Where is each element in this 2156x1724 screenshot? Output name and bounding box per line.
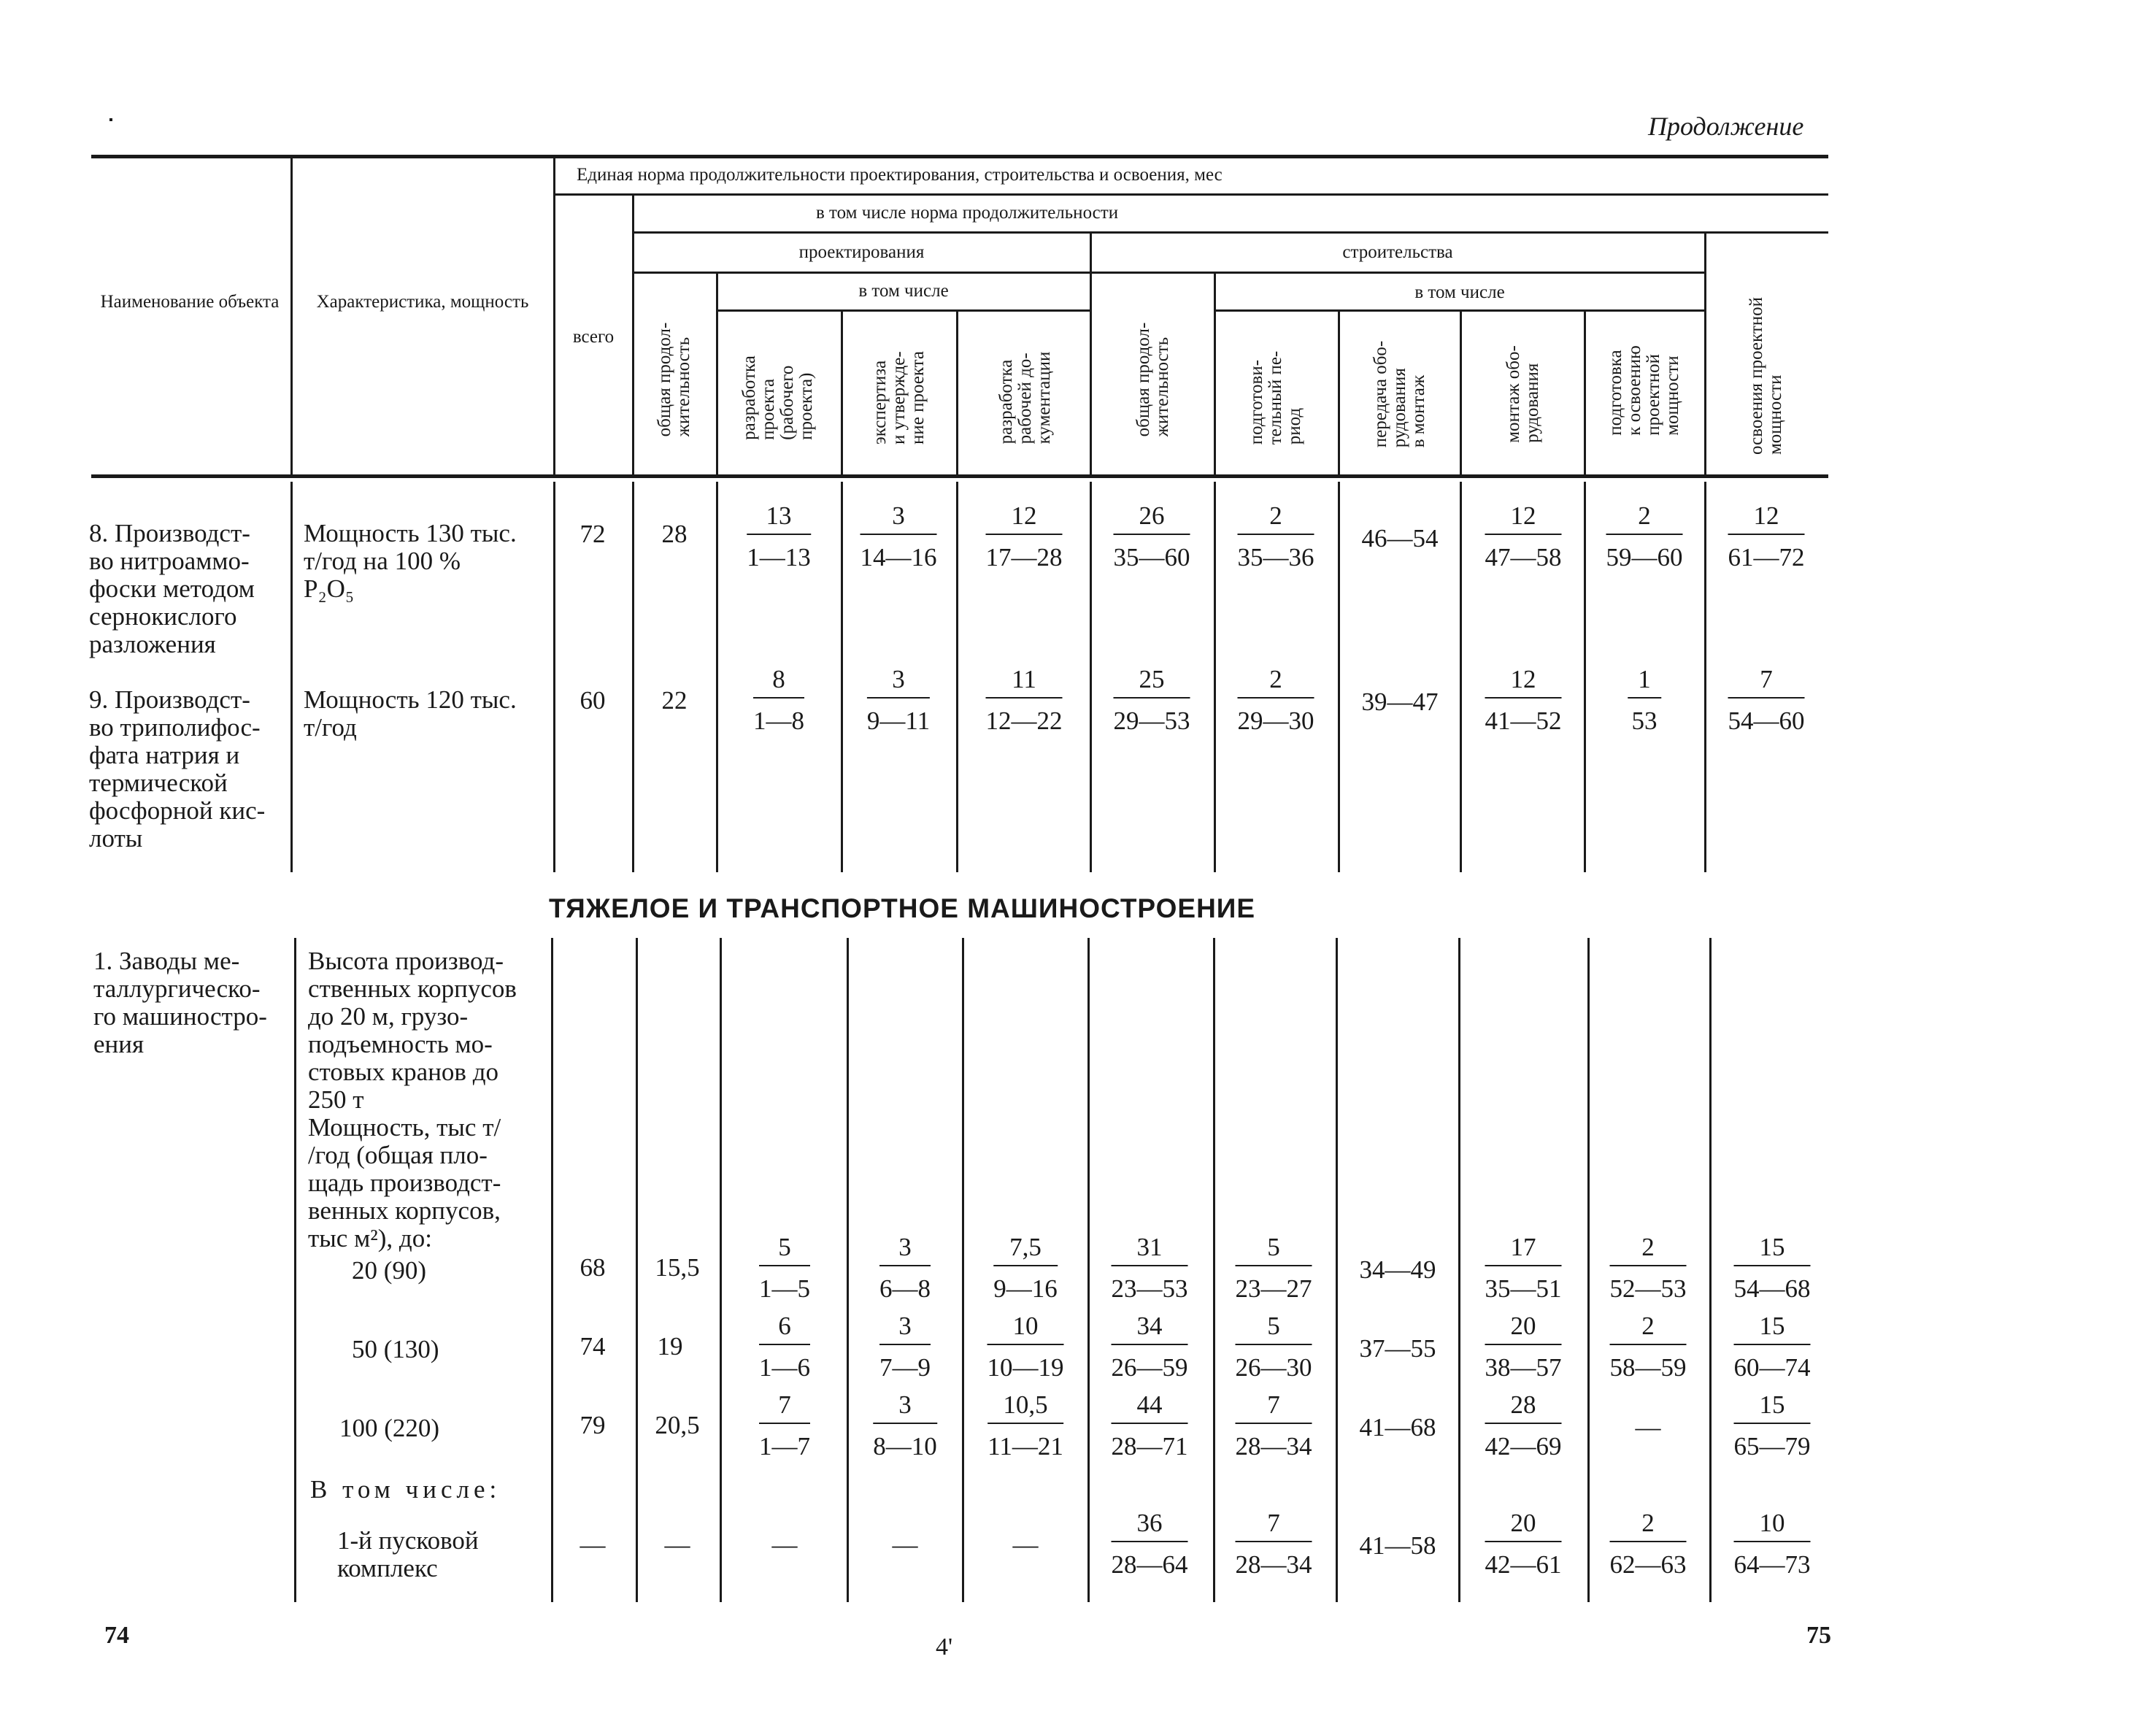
row9-podgosv: $\frac{1}{53}$ (1628, 666, 1661, 735)
page-mark-mid: 4' (936, 1633, 953, 1660)
vline (553, 157, 555, 474)
sub2-eksp: $\frac{3}{7—9}$ (879, 1312, 931, 1382)
row9-mont: $\frac{12}{41—52}$ (1485, 665, 1562, 735)
sub1-mont: $\frac{17}{35—51}$ (1485, 1233, 1562, 1303)
top-rule (91, 155, 1828, 158)
sub1-podg: $\frac{5}{23—27}$ (1235, 1233, 1312, 1303)
col-eksp-header: экспертиза и утвержде- ние проекта (870, 350, 928, 445)
rule-vtom-proekt (717, 309, 1090, 312)
vline (1458, 938, 1460, 1602)
sub2-osv: $\frac{15}{60—74}$ (1733, 1312, 1811, 1382)
sub1-podgosv: $\frac{2}{52—53}$ (1609, 1233, 1687, 1303)
rule-proekt (634, 272, 1090, 274)
row9-osv: $\frac{7}{54—60}$ (1728, 665, 1805, 735)
section-title: ТЯЖЕЛОЕ И ТРАНСПОРТНОЕ МАШИНОСТРОЕНИЕ (549, 893, 1256, 923)
pusk-vsego: — (580, 1531, 606, 1559)
row9-vsego: 60 (580, 686, 606, 715)
row9-razr: $\frac{8}{1—8}$ (753, 665, 804, 735)
sub1-obsh1: 15,5 (655, 1253, 700, 1282)
row8-obsh1: 28 (661, 520, 688, 548)
sub2-vsego: 74 (580, 1332, 606, 1361)
vline (1214, 482, 1216, 872)
sub1-osv: $\frac{15}{54—68}$ (1733, 1233, 1811, 1303)
vline (636, 938, 638, 1602)
vline (720, 938, 722, 1602)
sub3-vsego: 79 (580, 1411, 606, 1439)
vline (716, 482, 718, 872)
sub3-osv: $\frac{15}{65—79}$ (1733, 1390, 1811, 1461)
sub2-label: 50 (130) (352, 1335, 439, 1363)
vtom-norm-header: в том числе норма продолжительности (816, 203, 1119, 223)
rule-stroit (1091, 272, 1704, 274)
sub3-obsh2: $\frac{44}{28—71}$ (1111, 1390, 1188, 1461)
vline (956, 482, 958, 872)
row9-pered: 39—47 (1361, 688, 1439, 716)
row9-char: Мощность 120 тыс. т/год (304, 685, 517, 742)
sub3-label: 100 (220) (339, 1414, 440, 1442)
sub3-obsh1: 20,5 (655, 1411, 700, 1439)
sub1-pered: 34—49 (1359, 1255, 1436, 1284)
sub2-podgosv: $\frac{2}{58—59}$ (1609, 1312, 1687, 1382)
row9-eksp: $\frac{3}{9—11}$ (866, 665, 931, 735)
row8-rab: $\frac{12}{17—28}$ (985, 501, 1063, 572)
vline (632, 482, 634, 872)
sub2-podg: $\frac{5}{26—30}$ (1235, 1312, 1312, 1382)
plant-char: Высота производ- ственных корпусов до 20 м, грузо- подъемность мо- стовых кранов до 250 т Мощность, тыс т/ /год (общая пло- щадь производст- венных корпусов, тыс м²), до: (308, 947, 517, 1252)
row9-podg: $\frac{2}{29—30}$ (1237, 665, 1314, 735)
vline (294, 938, 296, 1602)
vline (1460, 312, 1462, 474)
page-number-right: 75 (1806, 1622, 1831, 1649)
row9-obsh1: 22 (661, 686, 688, 715)
vline (1090, 482, 1092, 872)
vsego-header: всего (572, 327, 615, 347)
top-header: Единая норма продолжительности проектирования, строительства и освоения, мес (577, 165, 1223, 185)
sub1-razr: $\frac{5}{1—5}$ (759, 1233, 810, 1303)
sub1-label: 20 (90) (352, 1256, 427, 1285)
pusk-eksp: — (892, 1531, 918, 1559)
row8-pered: 46—54 (1361, 524, 1439, 553)
vline (1709, 938, 1712, 1602)
sub3-pered: 41—68 (1359, 1413, 1436, 1442)
row8-obsh2: $\frac{26}{35—60}$ (1113, 501, 1190, 572)
vline (1336, 938, 1338, 1602)
pusk-podgosv: $\frac{2}{62—63}$ (1609, 1509, 1687, 1579)
vline (1087, 938, 1090, 1602)
col-char-header: Характеристика, мощность (316, 292, 529, 312)
sub3-eksp: $\frac{3}{8—10}$ (873, 1390, 937, 1461)
rule-vtom (634, 231, 1828, 234)
col-obsh2-header: общая продол- жительность (1133, 322, 1172, 437)
vline (1460, 482, 1462, 872)
sub3-podg: $\frac{7}{28—34}$ (1235, 1390, 1312, 1461)
row8-podg: $\frac{2}{35—36}$ (1237, 501, 1314, 572)
row9-rab: $\frac{11}{12—22}$ (985, 665, 1063, 735)
plant-name: 1. Заводы ме- таллургическо- го машиностро- ения (93, 947, 267, 1058)
vline (1584, 312, 1586, 474)
vline (290, 157, 293, 474)
vline (1213, 938, 1215, 1602)
vline (847, 938, 849, 1602)
pusk-obsh1: — (664, 1531, 690, 1559)
row8-char: Мощность 130 тыс. т/год на 100 % P₂O₅ (304, 519, 517, 603)
sub2-mont: $\frac{20}{38—57}$ (1485, 1312, 1562, 1382)
caption: Продолжение (1648, 112, 1804, 141)
pusk-podg: $\frac{7}{28—34}$ (1235, 1509, 1312, 1579)
vline (962, 938, 964, 1602)
col-mont-header: монтаж обо- рудования (1504, 345, 1542, 443)
vtom-stroit-header: в том числе (1414, 282, 1505, 302)
header-bottom-rule (91, 474, 1828, 478)
sub1-obsh2: $\frac{31}{23—53}$ (1111, 1233, 1188, 1303)
col-podg-header: подготови- тельный пе- риод (1247, 350, 1304, 445)
vline (1338, 482, 1340, 872)
vline (1704, 482, 1706, 872)
pusk-rab: — (1012, 1531, 1039, 1559)
vline (1587, 938, 1590, 1602)
vline (1338, 312, 1340, 474)
sub2-pered: 37—55 (1359, 1334, 1436, 1363)
vline (956, 312, 958, 474)
speck (109, 118, 112, 121)
page-number-left: 74 (104, 1622, 129, 1649)
sub2-razr: $\frac{6}{1—6}$ (759, 1312, 810, 1382)
row8-podgosv: $\frac{2}{59—60}$ (1606, 501, 1683, 572)
pusk-mont: $\frac{20}{42—61}$ (1485, 1509, 1562, 1579)
sub1-eksp: $\frac{3}{6—8}$ (879, 1233, 931, 1303)
pusk-obsh2: $\frac{36}{28—64}$ (1111, 1509, 1188, 1579)
vline (841, 312, 843, 474)
vline (632, 196, 634, 474)
sub2-rab: $\frac{10}{10—19}$ (987, 1312, 1064, 1382)
col-name-header: Наименование объекта (100, 292, 280, 312)
sub3-podgosv: — (1635, 1413, 1661, 1442)
col-pered-header: передача обо- рудования в монтаж (1371, 340, 1428, 448)
col-osv-header: освоения проектной мощности (1747, 296, 1785, 455)
vline (551, 938, 553, 1602)
row8-razr: $\frac{13}{1—13}$ (747, 501, 811, 572)
vline (1214, 274, 1216, 474)
sub2-obsh1: 19 (657, 1332, 683, 1361)
sub3-rab: $\frac{10,5}{11—21}$ (987, 1390, 1063, 1461)
vtom-proekt-header: в том числе (858, 281, 949, 301)
vline (841, 482, 843, 872)
col-podgosv-header: подготовка к освоению проектной мощности (1606, 345, 1682, 436)
vline (716, 274, 718, 474)
row8-mont: $\frac{12}{47—58}$ (1485, 501, 1562, 572)
sub3-razr: $\frac{7}{1—7}$ (759, 1390, 810, 1461)
rule-top-span (555, 193, 1828, 196)
col-rab-header: разработка рабочей до- кументации (996, 351, 1054, 445)
row8-name: 8. Производст- во нитроаммо- фоски методом сернокислого разложения (89, 519, 255, 658)
stroit-header: строительства (1342, 242, 1453, 262)
vline (290, 482, 293, 872)
sub2-obsh2: $\frac{34}{26—59}$ (1111, 1312, 1188, 1382)
col-razr-header: разработка проекта (рабочего проекта) (739, 355, 816, 440)
pusk-osv: $\frac{10}{64—73}$ (1733, 1509, 1811, 1579)
row8-vsego: 72 (580, 520, 606, 548)
col-obsh1-header: общая продол- жительность (655, 322, 693, 437)
proekt-header: проектирования (798, 242, 925, 262)
row9-obsh2: $\frac{25}{29—53}$ (1113, 665, 1190, 735)
vtom-label: В том числе: (310, 1475, 501, 1504)
pusk-pered: 41—58 (1359, 1531, 1436, 1560)
sub3-mont: $\frac{28}{42—69}$ (1485, 1390, 1562, 1461)
sub1-vsego: 68 (580, 1253, 606, 1282)
vline (1090, 234, 1092, 474)
sub1-rab: $\frac{7,5}{9—16}$ (993, 1233, 1058, 1303)
vline (1704, 234, 1706, 474)
row9-name: 9. Производст- во триполифос- фата натрия и термической фосфорной кис- лоты (89, 685, 266, 853)
vline (553, 482, 555, 872)
pusk-label: 1-й пусковой комплекс (337, 1526, 479, 1582)
row8-eksp: $\frac{3}{14—16}$ (860, 501, 937, 572)
row8-osv: $\frac{12}{61—72}$ (1728, 501, 1805, 572)
pusk-razr: — (771, 1531, 798, 1559)
vline (1584, 482, 1586, 872)
